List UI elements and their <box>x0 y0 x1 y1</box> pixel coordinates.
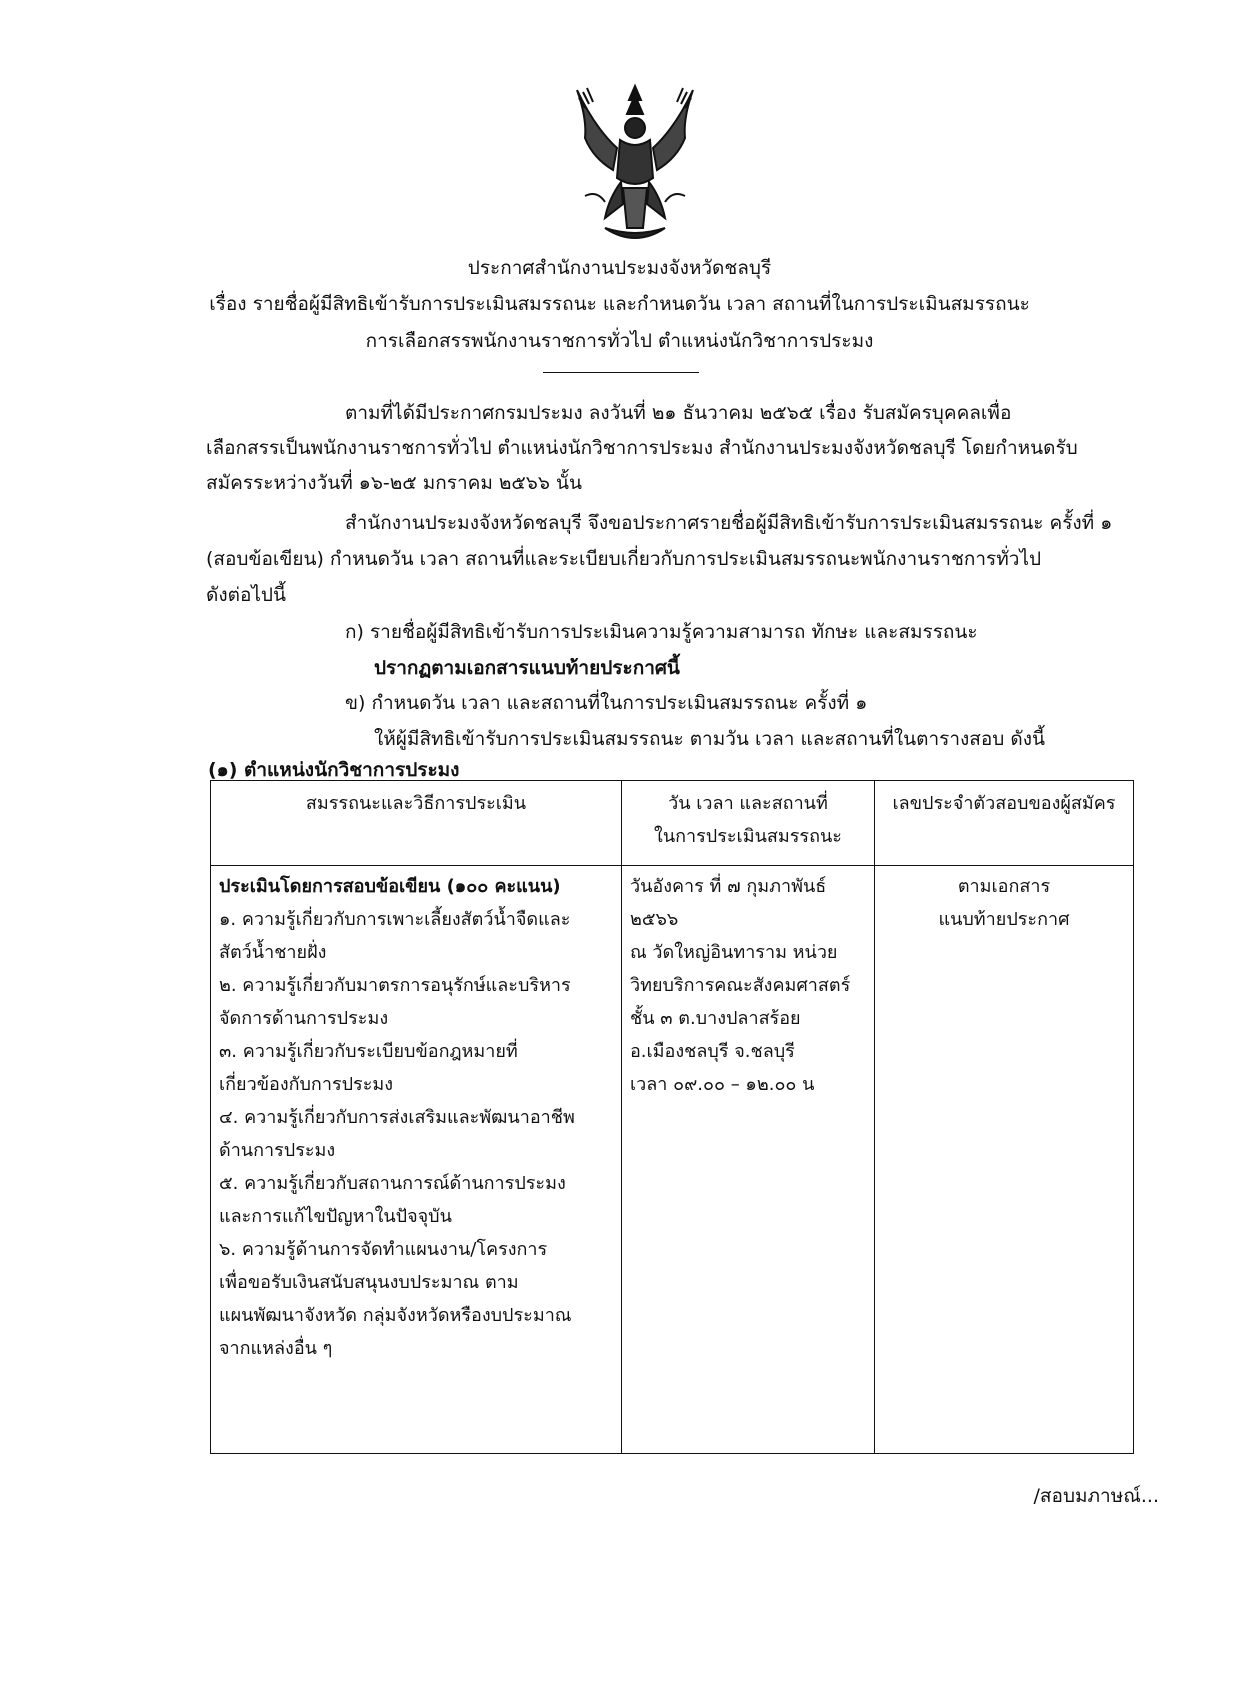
topic-line: เพื่อขอรับเงินสนับสนุนงบประมาณ ตาม <box>219 1272 519 1293</box>
announcement-subject-line2: การเลือกสรรพนักงานราชการทั่วไป ตำแหน่งนักวิชาการประมง <box>365 330 874 352</box>
col2-header <box>622 781 875 866</box>
topic-line: และการแก้ไขปัญหาในปัจจุบัน <box>219 1206 452 1227</box>
topic-line: ๖. ความรู้ด้านการจัดทำแผนงาน/โครงการ <box>219 1239 548 1260</box>
topic-line: จัดการด้านการประมง <box>219 1008 389 1029</box>
continuation-note: /สอบมภาษณ์... <box>1033 1485 1159 1507</box>
schedule-line: ชั้น ๓ ต.บางปลาสร้อย <box>630 1008 801 1029</box>
topic-line: ๕. ความรู้เกี่ยวกับสถานการณ์ด้านการประมง <box>219 1173 566 1194</box>
topic-heading: ประเมินโดยการสอบข้อเขียน (๑๐๐ คะแนน) <box>219 876 561 897</box>
announcement-issuer: ประกาศสำนักงานประมงจังหวัดชลบุรี <box>467 257 772 279</box>
topic-line: เกี่ยวข้องกับการประมง <box>219 1074 394 1095</box>
item-b-line2: ให้ผู้มีสิทธิเข้ารับการประเมินสมรรถนะ ตามวัน เวลา และสถานที่ในตารางสอบ ดังนี้ <box>374 728 1045 750</box>
table-header-row <box>211 781 1134 866</box>
schedule-line: วิทยบริการคณะสังคมศาสตร์ <box>630 975 851 996</box>
item-a-line2: ปรากฏตามเอกสารแนบท้ายประกาศนี้ <box>374 657 680 679</box>
col3-header: เลขประจำตัวสอบของผู้สมัคร <box>875 781 1134 866</box>
paragraph1-line1: ตามที่ได้มีประกาศกรมประมง ลงวันที่ ๒๑ ธันวาคม ๒๕๖๕ เรื่อง รับสมัครบุคคลเพื่อ <box>345 402 1012 424</box>
item-b-line1: ข) กำหนดวัน เวลา และสถานที่ในการประเมินสมรรถนะ ครั้งที่ ๑ <box>345 692 868 714</box>
schedule-line: อ.เมืองชลบุรี จ.ชลบุรี <box>630 1041 795 1062</box>
section-title: (๑) ตำแหน่งนักวิชาการประมง <box>208 759 460 781</box>
topic-line: ๒. ความรู้เกี่ยวกับมาตรการอนุรักษ์และบริหาร <box>219 975 571 996</box>
paragraph2-line2: (สอบข้อเขียน) กำหนดวัน เวลา สถานที่และระเบียบเกี่ยวกับการประเมินสมรรถนะพนักงานราชการทั่วไป <box>206 548 1042 570</box>
topic-line: ๔. ความรู้เกี่ยวกับการส่งเสริมและพัฒนาอาชีพ <box>219 1107 575 1128</box>
item-a-line1: ก) รายชื่อผู้มีสิทธิเข้ารับการประเมินความรู้ความสามารถ ทักษะ และสมรรถนะ <box>345 621 978 643</box>
schedule-line: วันอังคาร ที่ ๗ กุมภาพันธ์ <box>630 876 827 897</box>
garuda-emblem-icon <box>565 78 705 248</box>
announcement-subject-line1: เรื่อง รายชื่อผู้มีสิทธิเข้ารับการประเมินสมรรถนะ และกำหนดวัน เวลา สถานที่ในการประเมินสมรรถนะ <box>209 293 1030 315</box>
col2-header-line2: ในการประเมินสมรรถนะ <box>654 826 842 847</box>
topic-line: ๓. ความรู้เกี่ยวกับระเบียบข้อกฎหมายที่ <box>219 1041 518 1062</box>
topic-line: สัตว์น้ำชายฝั่ง <box>219 942 327 963</box>
paragraph2-line3: ดังต่อไปนี้ <box>206 584 286 606</box>
exam-schedule-table <box>210 780 1134 1454</box>
topic-line: แผนพัฒนาจังหวัด กลุ่มจังหวัดหรืองบประมาณ <box>219 1305 572 1326</box>
schedule-line: เวลา ๐๙.๐๐ – ๑๒.๐๐ น <box>630 1074 815 1095</box>
topic-line: จากแหล่งอื่น ๆ <box>219 1338 333 1359</box>
col1-header: สมรรถนะและวิธีการประเมิน <box>211 781 622 866</box>
schedule-line: ณ วัดใหญ่อินทาราม หน่วย <box>630 942 838 963</box>
col2-header-line1: วัน เวลา และสถานที่ <box>668 793 828 814</box>
applicant-id-cell <box>875 866 1134 1454</box>
table-row <box>211 866 1134 1454</box>
topic-line: ด้านการประมง <box>219 1140 336 1161</box>
topic-line: ๑. ความรู้เกี่ยวกับการเพาะเลี้ยงสัตว์น้ำจืดและ <box>219 909 571 930</box>
assessment-topics-cell <box>211 866 622 1454</box>
applicant-id-line: แนบท้ายประกาศ <box>938 909 1070 930</box>
paragraph1-line2: เลือกสรรเป็นพนักงานราชการทั่วไป ตำแหน่งนักวิชาการประมง สำนักงานประมงจังหวัดชลบุรี โดยกำหนดรับ <box>206 437 1078 459</box>
paragraph2-line1: สำนักงานประมงจังหวัดชลบุรี จึงขอประกาศรายชื่อผู้มีสิทธิเข้ารับการประเมินสมรรถนะ ครั้งที่ ๑ <box>345 512 1113 534</box>
applicant-id-line: ตามเอกสาร <box>957 876 1051 897</box>
date-time-place-cell <box>622 866 875 1454</box>
paragraph1-line3: สมัครระหว่างวันที่ ๑๖-๒๕ มกราคม ๒๕๖๖ นั้น <box>206 472 582 494</box>
schedule-line: ๒๕๖๖ <box>630 909 679 930</box>
title-divider <box>543 372 699 373</box>
